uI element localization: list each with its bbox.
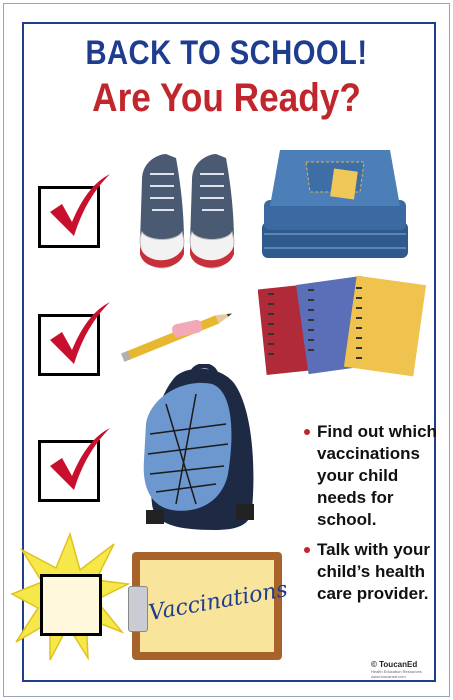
bullet-item [304, 539, 439, 605]
checkmark-icon [44, 298, 116, 370]
checkmark-icon [44, 170, 116, 242]
brand-url: www.toucaned.com [371, 674, 406, 679]
title-line-1: BACK TO SCHOOL! [85, 34, 368, 72]
checkmark-icon [44, 424, 116, 496]
title-line-2: Are You Ready? [92, 76, 361, 120]
notebooks-icon [258, 274, 426, 378]
backpack-icon [136, 364, 264, 534]
pencil-icon [118, 304, 242, 364]
brand-name: ToucanEd [379, 660, 418, 669]
clip-icon [128, 586, 148, 632]
jeans-icon [260, 144, 410, 262]
bullet-dot-icon [304, 429, 310, 435]
bullet-list [304, 421, 439, 613]
clipboard-text: Vaccinations [146, 577, 290, 627]
bullet-item [304, 421, 439, 531]
bullet-dot-icon [304, 547, 310, 553]
checkbox-4 [40, 574, 102, 636]
bullet-text: Find out which vaccinations your child needs for school. [317, 422, 437, 529]
brand-logo: © ToucanEd Health Education Resources www.toucaned.com [371, 660, 441, 678]
bullet-text: Talk with your child’s health care provider. [317, 540, 431, 603]
sneakers-icon [136, 150, 236, 272]
poster [3, 3, 450, 697]
brand-tagline: Health Education Resources [371, 669, 422, 674]
